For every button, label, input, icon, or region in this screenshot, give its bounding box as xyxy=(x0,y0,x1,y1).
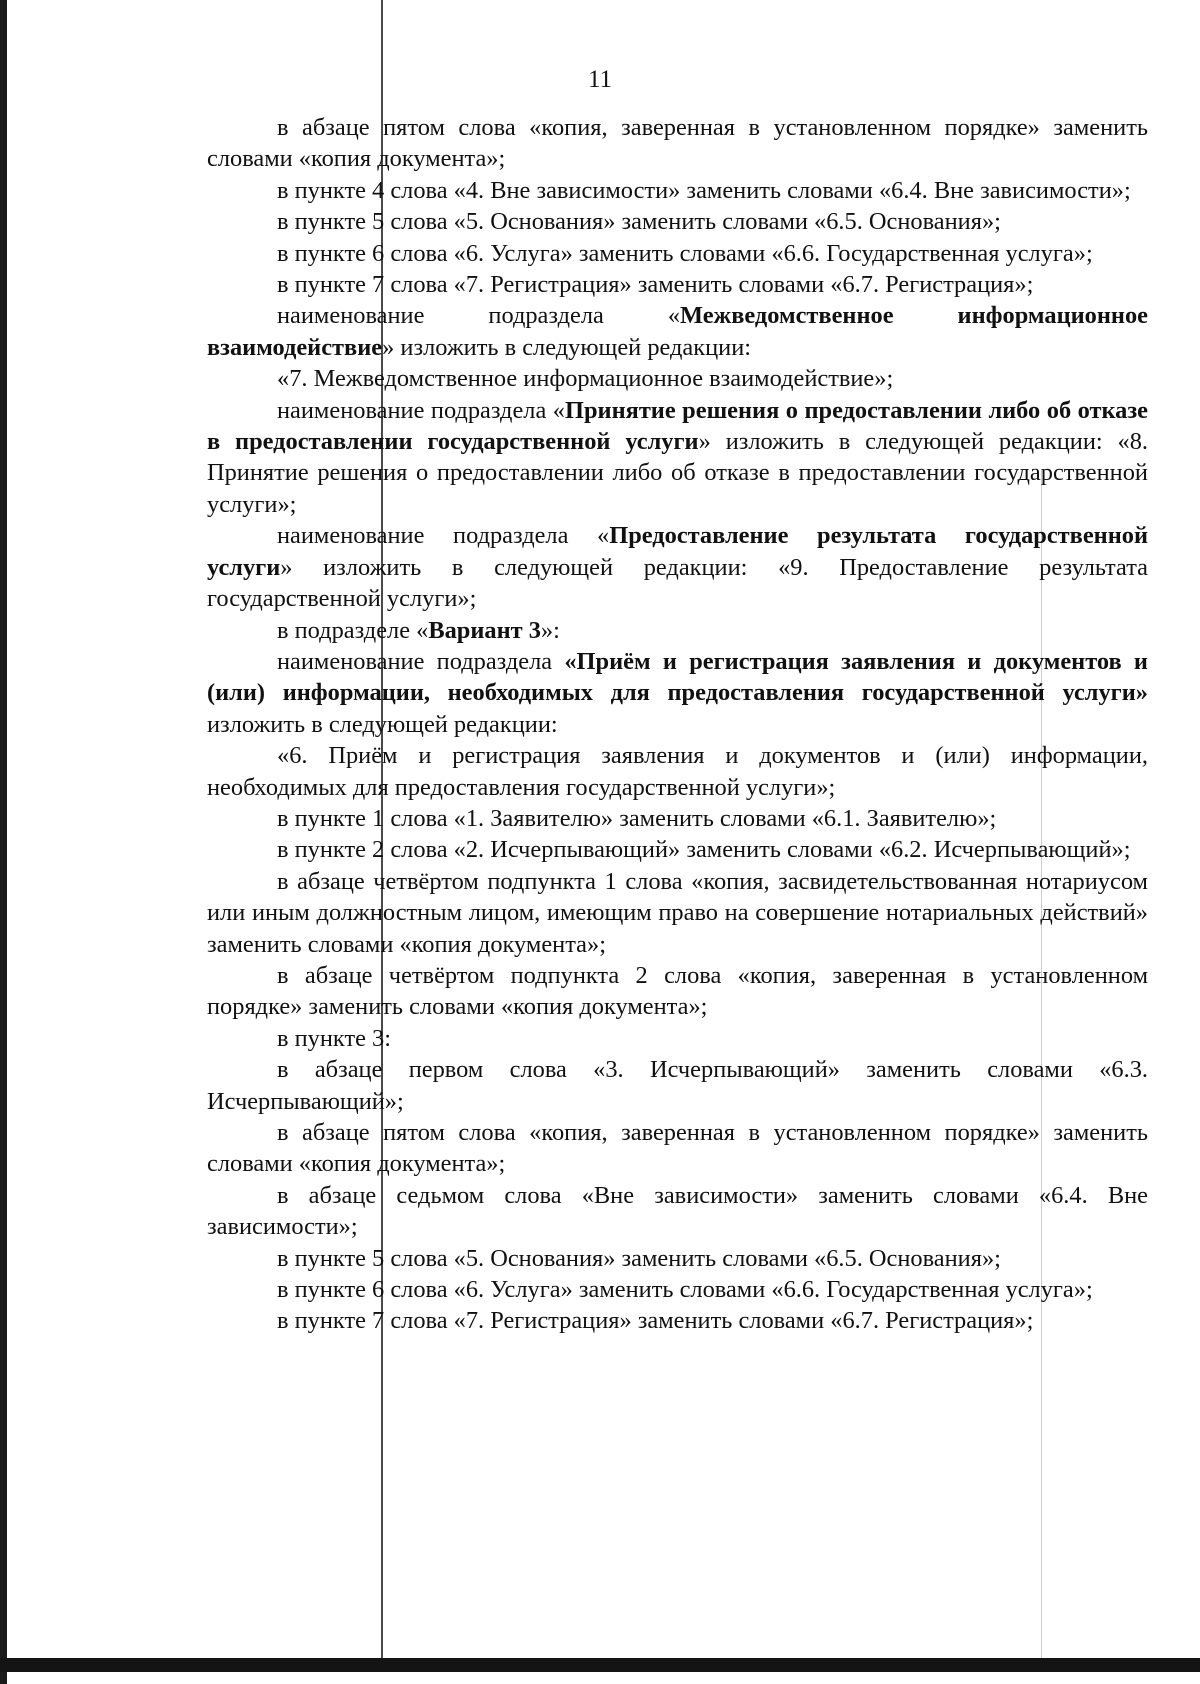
paragraph-run: в пункте 6 слова «6. Услуга» заменить словами «6.6. Государственная услуга»; xyxy=(277,239,1093,267)
paragraph-run: наименование подраздела xyxy=(277,647,565,675)
paragraph-bold-run: Вариант 3 xyxy=(428,616,541,644)
paragraph-run: «6. Приём и регистрация заявления и документов и (или) информации, необходимых для предоставления государственной услуги»; xyxy=(207,742,1148,801)
paragraph xyxy=(207,646,1148,740)
paragraph-run: в пункте 5 слова «5. Основания» заменить словами «6.5. Основания»; xyxy=(277,208,1001,236)
paragraph-run: в пункте 2 слова «2. Исчерпывающий» заменить словами «6.2. Исчерпывающий»; xyxy=(277,836,1131,864)
paragraph-bold-run: Принятие решения о предоставлении либо об отказе в предоставлении государственной услуги xyxy=(207,396,1148,456)
paragraph xyxy=(207,1243,1148,1274)
paragraph-run: изложить в следующей редакции: xyxy=(207,710,558,738)
paragraph-run: в пункте 5 слова «5. Основания» заменить словами «6.5. Основания»; xyxy=(277,1244,1001,1272)
paragraph-run: в пункте 7 слова «7. Регистрация» заменить словами «6.7. Регистрация»; xyxy=(277,1307,1034,1335)
paragraph xyxy=(207,1305,1148,1336)
scan-edge-left xyxy=(0,0,7,1684)
paragraph-run: в пункте 3: xyxy=(277,1024,391,1052)
paragraph xyxy=(207,1117,1148,1180)
paragraph xyxy=(207,269,1148,300)
paragraph-run: в абзаце пятом слова «копия, заверенная в установленном порядке» заменить словами «копия документа»; xyxy=(207,1119,1148,1178)
paragraph xyxy=(207,238,1148,269)
paragraph-run: » изложить в следующей редакции: «9. Предоставление результата государственной услуги»; xyxy=(207,553,1148,613)
document-body xyxy=(207,112,1148,1337)
paragraph xyxy=(207,1180,1148,1243)
paragraph-run: в пункте 7 слова «7. Регистрация» заменить словами «6.7. Регистрация»; xyxy=(277,271,1034,299)
paragraph xyxy=(207,834,1148,865)
paragraph xyxy=(207,960,1148,1023)
paragraph-run: в абзаце четвёртом подпункта 1 слова «копия, засвидетельствованная нотариусом или иным должностным лицом, имеющим право на совершение нотариальных действий» заменить словами «копия документа»; xyxy=(207,867,1148,958)
paragraph xyxy=(207,300,1148,363)
paragraph xyxy=(207,740,1148,803)
paragraph-run: в абзаце первом слова «3. Исчерпывающий» заменить словами «6.3. Исчерпывающий»; xyxy=(207,1056,1148,1115)
paragraph xyxy=(207,1023,1148,1054)
paragraph-bold-run: «Приём и регистрация заявления и документов и (или) информации, необходимых для предоставления государственной услуги» xyxy=(207,647,1148,707)
paragraph-run: в абзаце седьмом слова «Вне зависимости» заменить словами «6.4. Вне зависимости»; xyxy=(207,1181,1148,1241)
paragraph-run: в подразделе « xyxy=(277,616,429,644)
paragraph-run: » изложить в следующей редакции: «8. Принятие решения о предоставлении либо об отказе в предоставлении государственной услуги»; xyxy=(207,428,1149,518)
paragraph-bold-run: Предоставление результата государственной услуги xyxy=(207,522,1148,581)
paragraph-run: наименование подраздела « xyxy=(277,302,681,330)
paragraph xyxy=(207,206,1148,237)
paragraph xyxy=(207,866,1148,960)
scan-edge-bottom xyxy=(0,1658,1200,1672)
paragraph xyxy=(207,112,1148,175)
paragraph xyxy=(207,363,1148,394)
paragraph-run: наименование подраздела « xyxy=(277,522,610,550)
paragraph-run: » изложить в следующей редакции: xyxy=(382,333,752,361)
paragraph-run: «7. Межведомственное информационное взаимодействие»; xyxy=(277,365,894,393)
paragraph xyxy=(207,520,1148,614)
paragraph-run: »: xyxy=(540,616,560,644)
paragraph xyxy=(207,175,1148,206)
paragraph-run: в пункте 6 слова «6. Услуга» заменить словами «6.6. Государственная услуга»; xyxy=(277,1276,1093,1304)
page-number: 11 xyxy=(587,66,613,93)
paragraph xyxy=(207,1274,1148,1305)
paragraph-run: в пункте 4 слова «4. Вне зависимости» заменить словами «6.4. Вне зависимости»; xyxy=(277,176,1131,204)
paragraph-run: в пункте 1 слова «1. Заявителю» заменить словами «6.1. Заявителю»; xyxy=(277,804,997,832)
paragraph-run: в абзаце пятом слова «копия, заверенная в установленном порядке» заменить словами «копия документа»; xyxy=(207,114,1148,173)
paragraph xyxy=(207,395,1148,521)
paragraph-bold-run: Межведомственное информационное взаимодействие xyxy=(207,302,1148,361)
paragraph xyxy=(207,615,1148,646)
paragraph-run: в абзаце четвёртом подпункта 2 слова «копия, заверенная в установленном порядке» заменить словами «копия документа»; xyxy=(207,961,1148,1021)
paragraph xyxy=(207,803,1148,834)
paragraph xyxy=(207,1054,1148,1117)
paragraph-run: наименование подраздела « xyxy=(277,396,565,424)
